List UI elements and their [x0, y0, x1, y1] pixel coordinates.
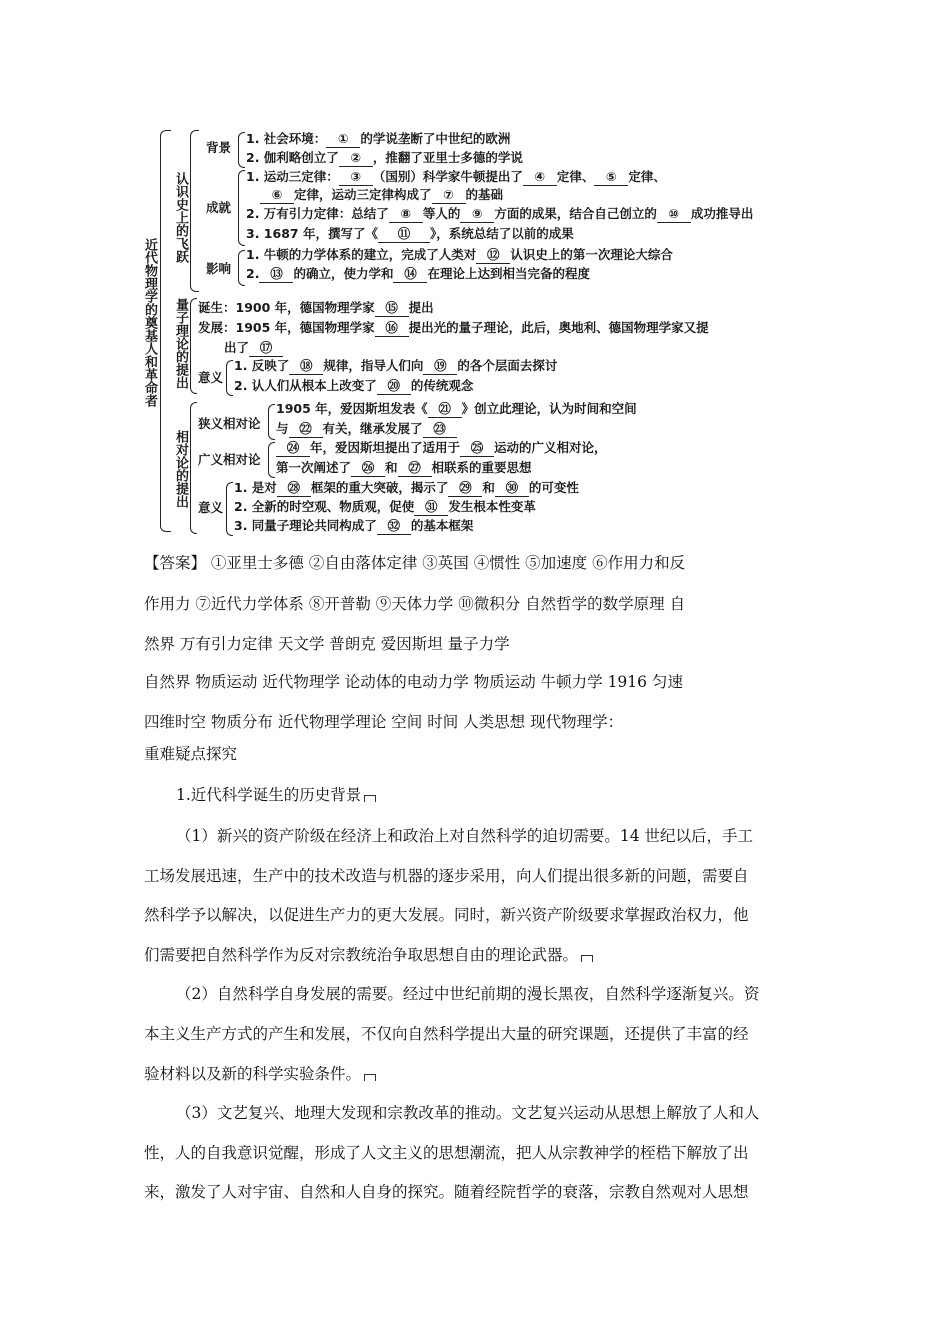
cj-line-4: 3. 1687 年，撰写了《 ⑪ 》，系统总结了以前的成果 [246, 226, 574, 241]
q-yiyi-label: 意义 [198, 370, 224, 385]
q-yiyi-brace [226, 360, 233, 396]
q-line-3: 出了 ⑰ [224, 340, 283, 357]
ry-line-1: 1. 是对 ㉘ 框架的重大突破，揭示了 ㉙ 和 ㉚ 的可变性 [234, 480, 579, 495]
q-line-2: 发展：1905 年，德国物理学家 ⑯ 提出光的量子理论，此后，奥地利、德国物理学家又提 [198, 320, 709, 335]
section3-title: 相对论的提出 [173, 430, 188, 508]
p3-line-2: 性，人的自我意识觉醒，形成了人文主义的思想潮流，把人从宗教神学的桎梏下解放了出 [144, 1144, 749, 1162]
section2-title: 量子理论的提出 [173, 298, 188, 389]
beijing-brace [238, 132, 245, 168]
paragraph-mark-icon [364, 795, 376, 802]
qy-line-2: 2. 认人们从根本上改变了 ⑳ 的传统观念 [234, 378, 474, 393]
p1-line-2: 工场发展迅速，生产中的技术改造与机器的逐步采用，向人们提出很多新的问题，需要自 [144, 867, 749, 885]
gy-line-2: 第一次阐述了 ㉖ 和 ㉗ 相联系的重要思想 [276, 460, 532, 475]
guangyi-brace [268, 442, 275, 478]
section1-title: 认识史上的飞跃 [173, 172, 188, 263]
r-yiyi-brace [226, 482, 233, 536]
p1-line-1: （1）新兴的资产阶级在经济上和政治上对自然科学的迫切需要。14 世纪以后，手工 [176, 827, 754, 845]
p2-line-2: 本主义生产方式的产生和发展，不仅向自然科学提出大量的研究课题，还提供了丰富的经 [144, 1025, 749, 1043]
q-line-1: 诞生：1900 年，德国物理学家 ⑮ 提出 [198, 300, 434, 315]
gy-line-1: ㉔ 年，爱因斯坦提出了适用于 ㉕ 运动的广义相对论， [276, 440, 607, 457]
sub-heading: 1.近代科学诞生的历史背景 [176, 783, 376, 805]
chengjiu-label: 成就 [206, 200, 232, 215]
section1-brace [190, 130, 199, 292]
yx-line-1: 1. 牛顿的力学体系的建立，完成了人类对 ⑫ 认识史上的第一次理论大综合 [246, 247, 673, 262]
xy-line-2: 与 ㉒ 有关，继承发展了 ㉓ [276, 421, 457, 438]
beijing-label: 背景 [206, 140, 232, 155]
cj-line-2: ⑥ 定律，运动三定律构成了 ⑦ 的基础 [260, 187, 503, 204]
p1-line-3: 然科学予以解决，以促进生产力的更大发展。同时，新兴资产阶级要求掌握政治权力，他 [144, 906, 749, 924]
p3-line-3: 来，激发了人对宇宙、自然和人自身的探究。随着经院哲学的衰落，宗教自然观对人思想 [144, 1183, 749, 1201]
paragraph-mark-icon [364, 1074, 376, 1081]
xiayi-label: 狭义相对论 [198, 416, 261, 431]
root-brace [160, 130, 171, 532]
answers-line-2: 作用力 ⑦近代力学体系 ⑧开普勒 ⑨天体力学 ⑩微积分 自然哲学的数学原理 自 [144, 595, 686, 613]
ry-line-2: 2. 全新的时空观、物质观，促使 ㉛ 发生根本性变革 [234, 499, 536, 514]
guangyi-label: 广义相对论 [198, 452, 261, 467]
paragraph-mark-icon [581, 955, 593, 962]
bj-line-2: 2. 伽利略创立了 ② ，推翻了亚里士多德的学说 [246, 150, 523, 165]
yx-line-2: 2. ⑬ 的确立，使力学和 ⑭ 在理论上达到相当完备的程度 [246, 266, 590, 281]
p2-line-3: 验材料以及新的科学实验条件。 [144, 1062, 810, 1084]
cj-line-3: 2. 万有引力定律：总结了 ⑧ 等人的 ⑨ 方面的成果，结合自己创立的 ⑩ 成功推导出 [246, 206, 754, 221]
section3-brace [190, 402, 197, 534]
p3-line-1: （3）文艺复兴、地理大发现和宗教改革的推动。文艺复兴运动从思想上解放了人和人 [176, 1104, 760, 1122]
chengjiu-brace [238, 170, 245, 246]
blank-2: ② [339, 150, 373, 167]
blank-1: ① [326, 131, 360, 148]
section-heading: 重难疑点探究 [144, 745, 238, 763]
answers-line-5: 四维时空 物质分布 近代物理学理论 空间 时间 人类思想 现代物理学： [144, 713, 624, 731]
yingxiang-brace [238, 250, 245, 286]
p2-line-1: （2）自然科学自身发展的需要。经过中世纪前期的漫长黑夜，自然科学逐渐复兴。资 [176, 985, 760, 1003]
r-yiyi-label: 意义 [198, 500, 224, 515]
qy-line-1: 1. 反映了 ⑱ 规律，指导人们向 ⑲ 的各个层面去探讨 [234, 358, 558, 373]
xy-line-1: 1905 年，爱因斯坦发表《 ㉑ 》创立此理论，认为时间和空间 [276, 401, 637, 416]
concept-map [140, 120, 754, 540]
yingxiang-label: 影响 [206, 261, 232, 276]
xiayi-brace [268, 404, 275, 440]
answers-line-1: 【答案】 ①亚里士多德 ②自由落体定律 ③英国 ④惯性 ⑤加速度 ⑥作用力和反 [144, 554, 686, 572]
answers-line-3: 然界 万有引力定律 天文学 普朗克 爱因斯坦 量子力学 [144, 635, 510, 653]
cj-line-1: 1. 运动三定律： ③ （国别）科学家牛顿提出了 ④ 定律、 ⑤ 定律、 [246, 169, 666, 184]
p1-line-4: 们需要把自然科学作为反对宗教统治争取思想自由的理论武器。 [144, 943, 810, 965]
ry-line-3: 3. 同量子理论共同构成了 ㉜ 的基本框架 [234, 518, 474, 533]
section2-brace [190, 298, 197, 394]
answers-line-4: 自然界 物质运动 近代物理学 论动体的电动力学 物质运动 牛顿力学 1916 匀速 [144, 673, 683, 691]
bj-line-1: 1. 社会环境： ① 的学说垄断了中世纪的欧洲 [246, 131, 511, 146]
root-title: 近代物理学的奠基人和革命者 [142, 238, 157, 407]
